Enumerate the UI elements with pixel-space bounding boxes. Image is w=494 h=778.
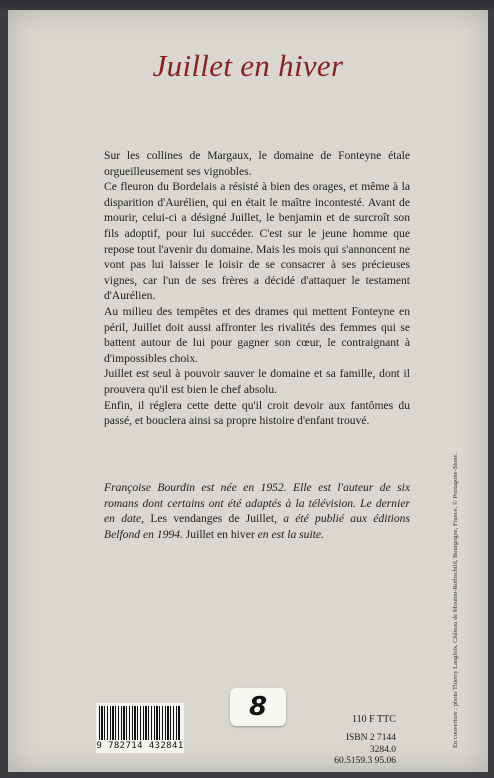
book-title: Juillet en hiver xyxy=(152,48,344,83)
isbn-block xyxy=(320,733,396,768)
blurb-paragraph: Ce fleuron du Bordelais a résisté à bien des orages, et même à la disparition d'Aurélien, qui en était le maître incontesté. Avant de mourir, celui-ci a désigné Juillet, le benjamin et de surcroît son fils adoptif, pour lui succéder. C'est sur le jeune homme que repose tout l'avenir du domaine. Mais les mois qui s'annoncent ne vont pas lui laisser le loisir de se consacrer à ses précieuses vignes, car l'un de ses frères a décidé d'attaquer le testament d'Aurélien. xyxy=(104,180,410,303)
isbn-line: 60.5159.3 95.06 xyxy=(334,756,396,766)
bio-book-title: Juillet en hiver xyxy=(185,527,255,541)
blurb-paragraph: Au milieu des tempêtes et des drames qui mettent Fonteyne en péril, Juillet doit aussi affronter les rivalités des femmes qui se battent autour de lui pour gagner son cœur, le contraignant à d'impossibles choix. xyxy=(104,304,410,365)
cover-photo-credit: En couverture : photo Thierry Langlois. Château de Mouton-Rothschild, Bourgogne, France. © Pentagone-Stone. xyxy=(452,452,459,748)
barcode-digits: 9 782714 432841 xyxy=(96,741,184,751)
isbn-line: ISBN 2 7144 3284.0 xyxy=(345,733,396,755)
bio-text: en est la suite. xyxy=(254,527,324,541)
price: 110 F TTC xyxy=(352,714,396,725)
handwritten-sticker: 8 xyxy=(230,688,286,726)
barcode xyxy=(96,703,184,753)
author-bio xyxy=(104,480,410,542)
bio-book-title: Les vendanges de Juillet xyxy=(150,512,275,526)
bio-text: , a été publié aux éditions Belfond en 1994. xyxy=(104,512,410,541)
bio-text: Françoise Bourdin est née en 1952. Elle est l'auteur de six romans dont certains ont été adaptés à la télévision. Le dernier en date, xyxy=(104,481,410,526)
blurb-paragraph: Sur les collines de Margaux, le domaine de Fonteyne étale orgueilleusement ses vignobles. xyxy=(104,149,410,178)
blurb-paragraph: Juillet est seul à pouvoir sauver le domaine et sa famille, dont il prouvera qu'il est bien le chef absolu. xyxy=(104,367,410,396)
blurb-paragraph: Enfin, il réglera cette dette qu'il croit devoir aux fantômes du passé, et bouclera ainsi sa propre histoire d'enfant trouvé. xyxy=(104,398,410,428)
barcode-bars xyxy=(99,706,181,740)
book-back-cover xyxy=(8,10,488,772)
blurb xyxy=(104,148,410,429)
